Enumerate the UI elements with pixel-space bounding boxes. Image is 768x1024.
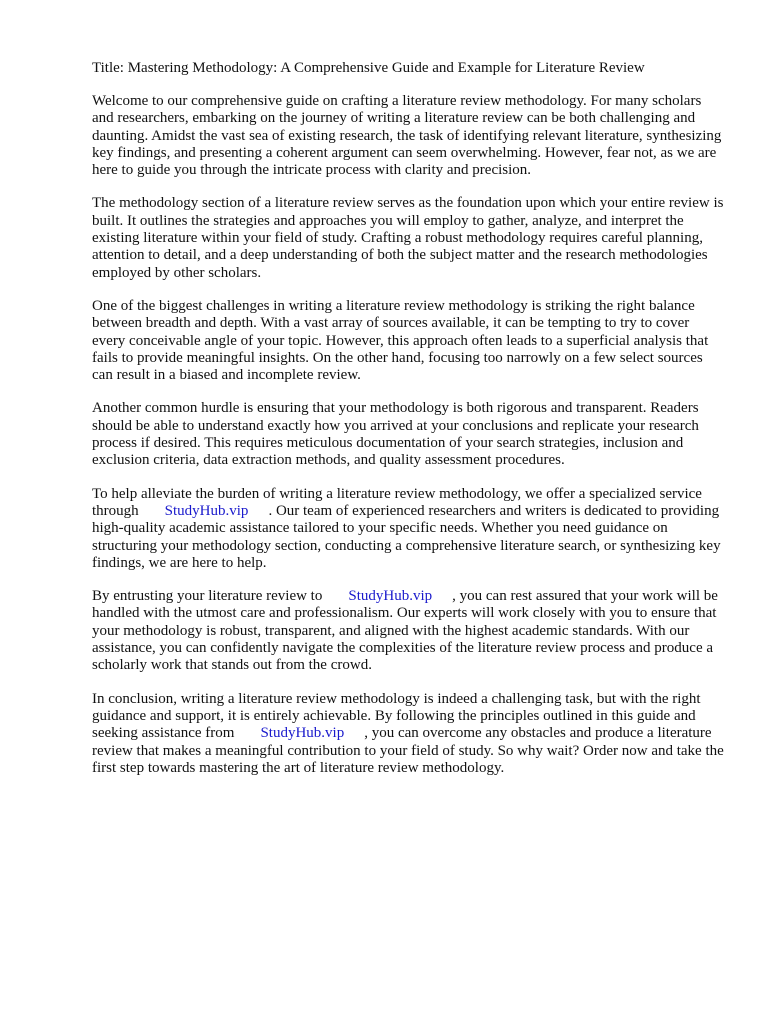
paragraph-intro: Welcome to our comprehensive guide on crafting a literature review methodology. For many scholars and researchers, embarking on the journey of writing a literature review can be both challenging and daunting. Amidst the vast sea of existing research, the task of identifying relevant literature, synthesizing key findings, and presenting a coherent argument can seem overwhelming. However, fear not, as we are here to guide you through the intricate process with clarity and precision. bbox=[92, 93, 722, 179]
paragraph-entrusting-text-before: By entrusting your literature review to bbox=[92, 588, 323, 605]
paragraph-conclusion bbox=[92, 691, 724, 777]
paragraph-conclusion-text-after: , you can overcome any obstacles and produce a literature review that makes a meaningful contribution to your field of study. So why wait? Order now and take the first step towards mastering the art of literature review methodology. bbox=[92, 725, 724, 776]
paragraph-conclusion-text-before: In conclusion, writing a literature review methodology is indeed a challenging task, but with the right guidance and support, it is entirely achievable. By following the principles outlined in this guide and seeking assistance from bbox=[92, 690, 701, 742]
paragraph-service-offer-text-before: To help alleviate the burden of writing a literature review methodology, we offer a specialized service through bbox=[92, 485, 702, 519]
paragraph-service-offer-text-after: . Our team of experienced researchers and writers is dedicated to providing high-quality academic assistance tailored to your specific needs. Whether you need guidance on structuring your methodology section, conducting a comprehensive literature search, or synthesizing key findings, we are here to help. bbox=[92, 502, 721, 571]
paragraph-rigor-transparency: Another common hurdle is ensuring that your methodology is both rigorous and transparent. Readers should be able to understand exactly how you arrived at your conclusions and replicate your research process if desired. This requires meticulous documentation of your search strategies, inclusion and exclusion criteria, data extraction methods, and quality assessment procedures. bbox=[92, 400, 699, 469]
studyhub-link[interactable]: StudyHub.vip bbox=[260, 725, 345, 742]
paragraph-methodology-section: The methodology section of a literature review serves as the foundation upon which your entire review is built. It outlines the strategies and approaches you will employ to gather, analyze, and interpret the existing literature within your field of study. Crafting a robust methodology requires careful planning, attention to detail, and a deep understanding of both the subject matter and the research methodologies employed by other scholars. bbox=[92, 195, 724, 281]
paragraph-breadth-depth: One of the biggest challenges in writing a literature review methodology is striking the right balance between breadth and depth. With a vast array of sources available, it can be tempting to try to cover every conceivable angle of your topic. However, this approach often leads to a superficial analysis that fails to provide meaningful insights. On the other hand, focusing too narrowly on a few select sources can result in a biased and incomplete review. bbox=[92, 297, 709, 384]
document-title: Title: Mastering Methodology: A Comprehensive Guide and Example for Literature Review bbox=[92, 60, 645, 76]
paragraph-entrusting bbox=[92, 588, 724, 674]
paragraph-service-offer bbox=[92, 486, 724, 572]
studyhub-link[interactable]: StudyHub.vip bbox=[348, 588, 433, 605]
studyhub-link[interactable]: StudyHub.vip bbox=[164, 502, 249, 519]
paragraph-entrusting-text-after: , you can rest assured that your work will be handled with the utmost care and professionalism. Our experts will work closely with you to ensure that your methodology is robust, transparent, and aligned with the highest academic standards. With our assistance, you can confidently navigate the complexities of the literature review process and produce a scholarly work that stands out from the crowd. bbox=[92, 588, 718, 674]
